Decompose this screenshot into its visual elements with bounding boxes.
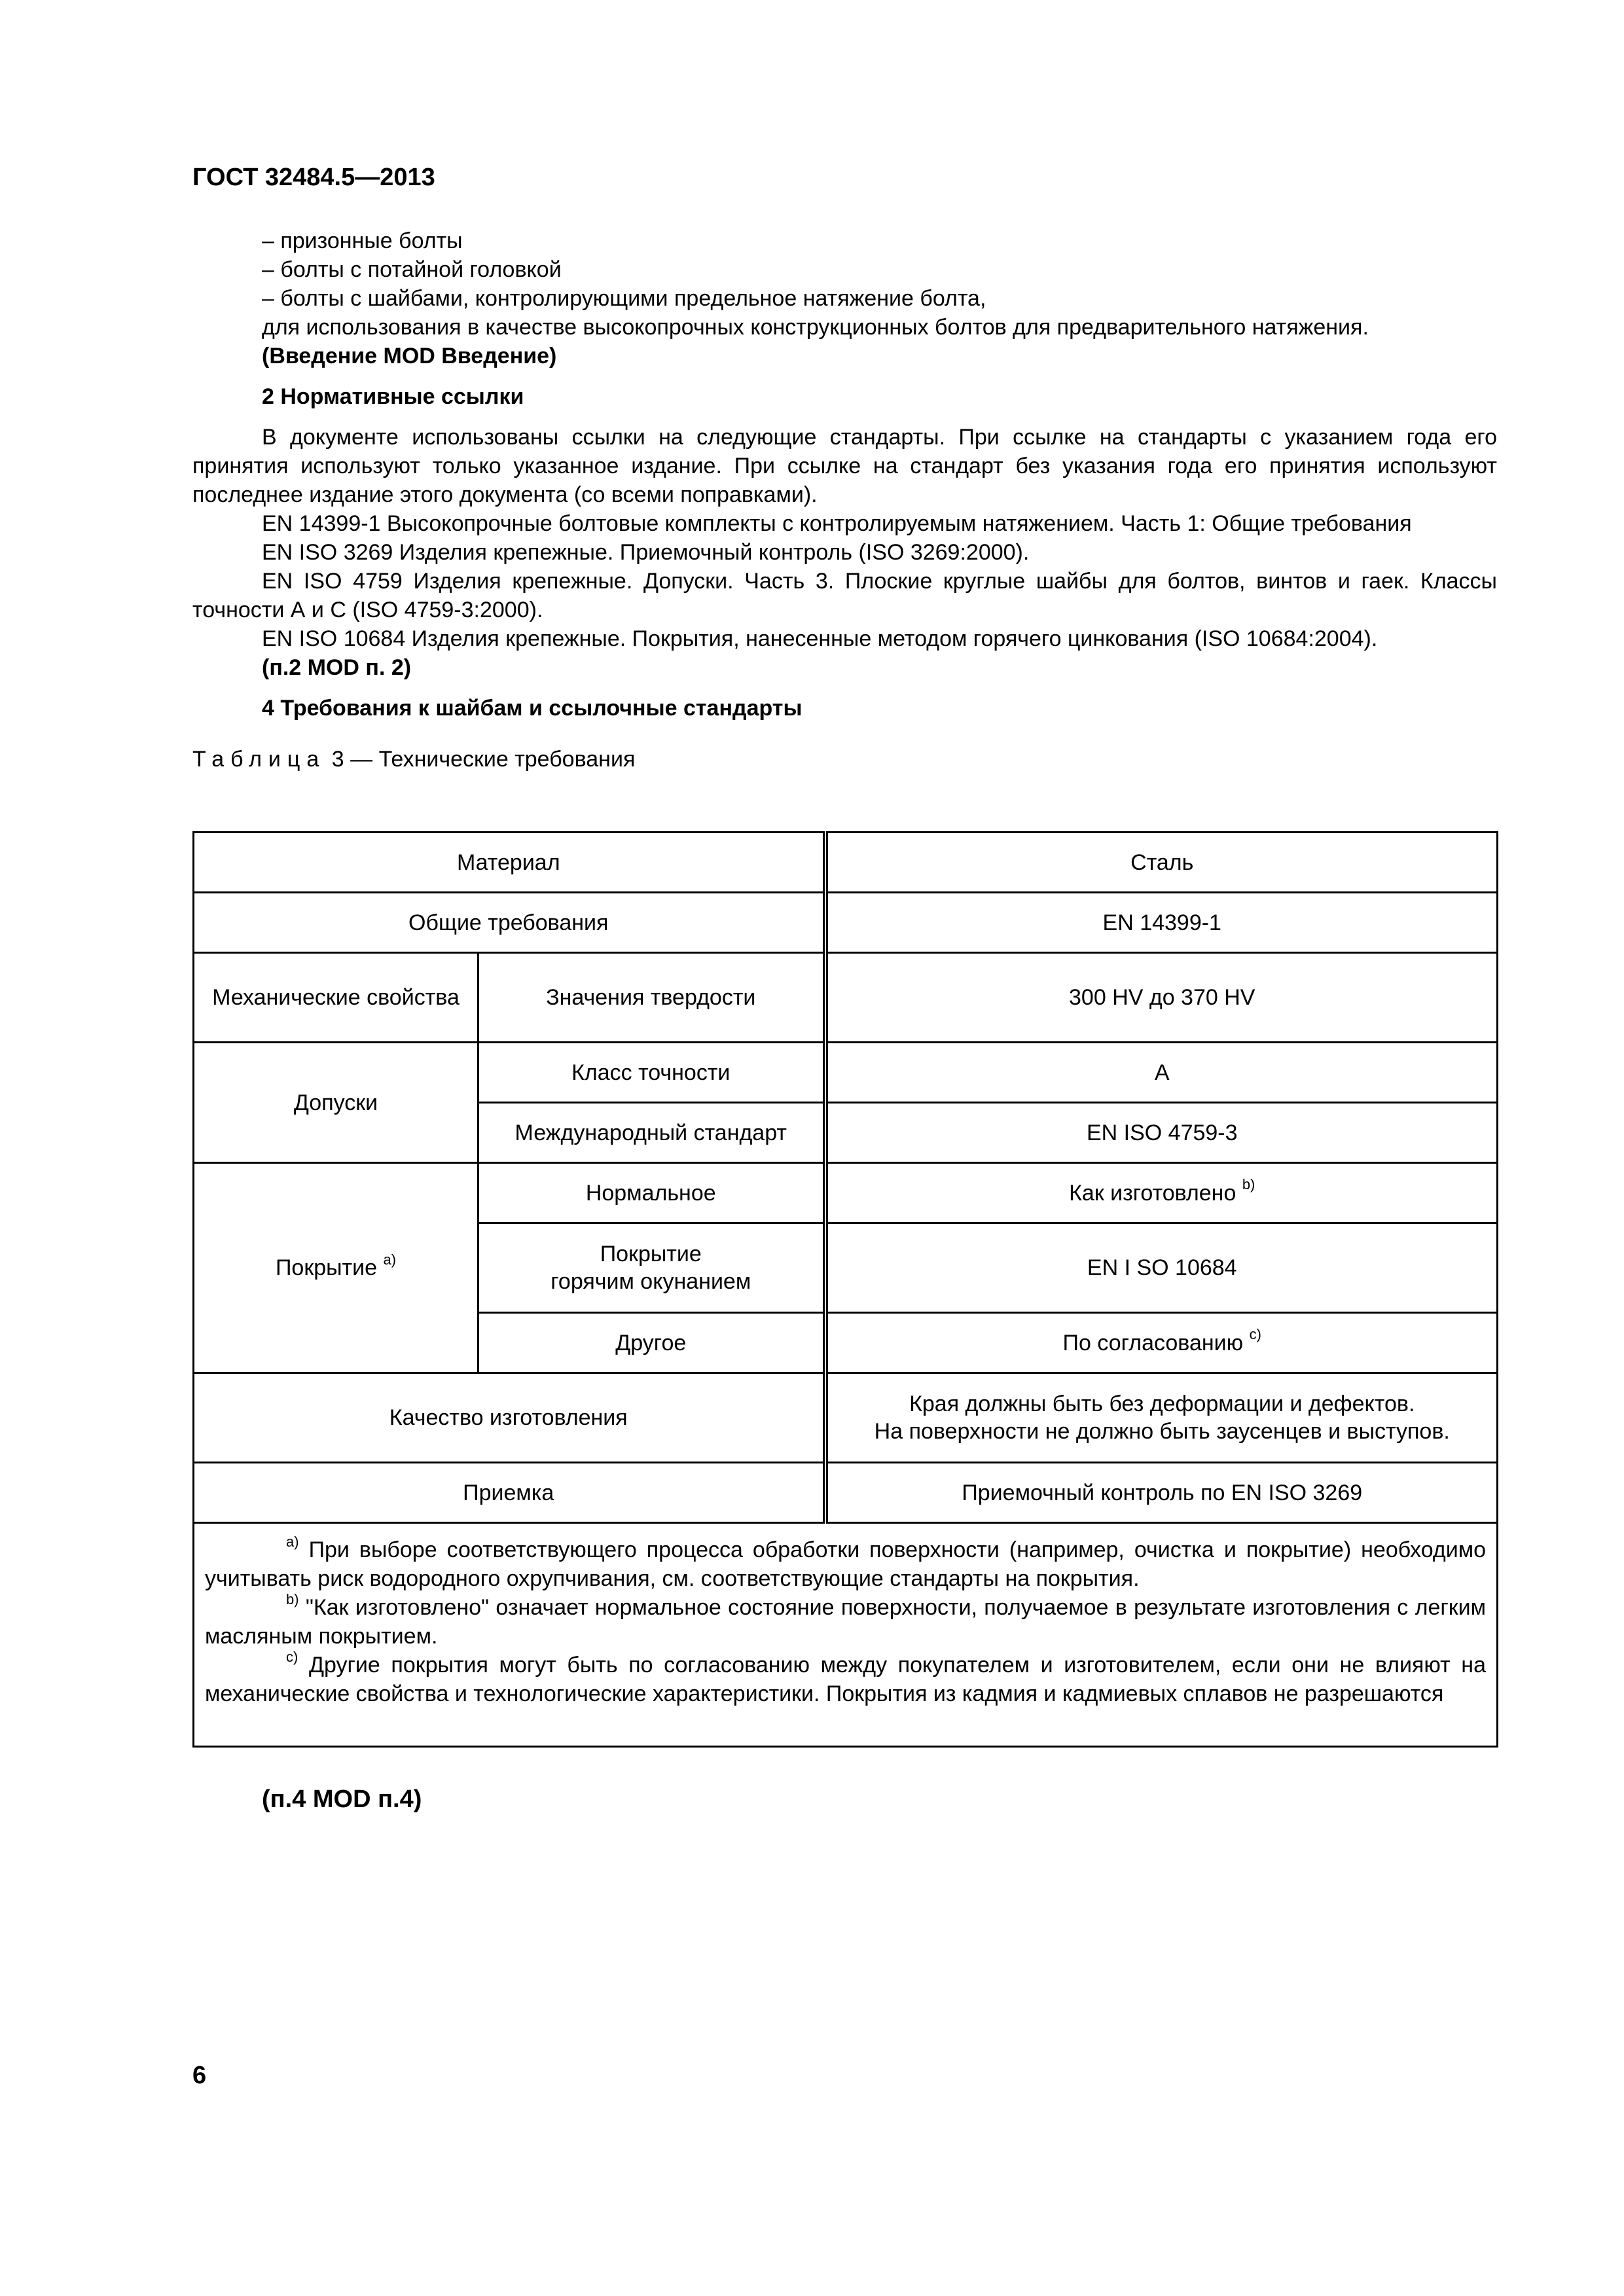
other-coating-value xyxy=(825,1313,1498,1373)
coating-label xyxy=(194,1163,478,1373)
footnote-mark: b) xyxy=(286,1590,299,1607)
section-4-heading: 4 Требования к шайбам и ссылочные стандарты xyxy=(262,696,803,721)
table-row xyxy=(194,953,1498,1043)
normal-coating-value-text: Как изготовлено xyxy=(1069,1180,1236,1206)
requirements-table xyxy=(192,831,1498,1748)
page-number: 6 xyxy=(192,2062,207,2089)
section-2-paragraph: В документе использованы ссылки на следующие стандарты. При ссылке на стандарты с указанием года его принятия используют только указанное издание. При ссылке на стандарт без указания года его принятия используют последнее издание этого документа (со всеми поправками). xyxy=(192,425,1497,507)
table-row xyxy=(194,1523,1498,1747)
reference-item: EN ISO 10684 Изделия крепежные. Покрытия, нанесенные методом горячего цинкования (ISO 10684:2004). xyxy=(262,626,1378,651)
footnote-text: "Как изготовлено" означает нормальное состояние поверхности, получаемое в результате изготовления с легким масляным покрытием. xyxy=(205,1595,1486,1649)
footnote-mark: b) xyxy=(1242,1176,1255,1193)
acceptance-value: Приемочный контроль по EN ISO 3269 xyxy=(825,1463,1498,1523)
table-caption-prefix: Таблица xyxy=(192,747,326,772)
accuracy-class-value: A xyxy=(825,1043,1498,1103)
workmanship-quality-line: На поверхности не должно быть заусенцев и выступов. xyxy=(874,1419,1450,1444)
section-4-mod-note: (п.4 MOD п.4) xyxy=(262,1785,422,1813)
hardness-label: Значения твердости xyxy=(478,953,825,1043)
hardness-value: 300 HV до 370 HV xyxy=(825,953,1498,1043)
general-requirements-value: EN 14399-1 xyxy=(825,893,1498,953)
list-item: – призонные болты xyxy=(262,228,463,253)
footnote-mark: c) xyxy=(1249,1326,1261,1343)
normal-coating-label: Нормальное xyxy=(478,1163,825,1223)
usage-line: для использования в качестве высокопрочных конструкционных болтов для предварительного натяжения. xyxy=(262,315,1369,340)
table-row xyxy=(194,833,1498,893)
accuracy-class-label: Класс точности xyxy=(478,1043,825,1103)
hot-dip-coating-value: EN I SO 10684 xyxy=(825,1223,1498,1313)
international-standard-value: EN ISO 4759-3 xyxy=(825,1103,1498,1163)
reference-item: EN 14399-1 Высокопрочные болтовые комплекты с контролируемым натяжением. Часть 1: Общие требования xyxy=(262,511,1412,536)
coating-label-text: Покрытие xyxy=(275,1255,378,1280)
table-row xyxy=(194,1463,1498,1523)
intro-mod-note: (Введение MOD Введение) xyxy=(262,344,557,368)
table-caption xyxy=(192,745,1497,774)
table-footnotes xyxy=(194,1523,1498,1747)
table-caption-title: 3 — Технические требования xyxy=(331,747,636,772)
tolerances-label: Допуски xyxy=(194,1043,478,1163)
hot-dip-coating-label-line: Покрытие xyxy=(600,1242,702,1266)
footnote-text: Другие покрытия могут быть по согласованию между покупателем и изготовителем, если они не влияют на механические свойства и технологические характеристики. Покрытия из кадмия и кадмиевых сплавов не разрешаются xyxy=(205,1653,1486,1706)
footnote xyxy=(205,1648,1486,1708)
workmanship-quality-label: Качество изготовления xyxy=(194,1373,825,1463)
other-coating-label: Другое xyxy=(478,1313,825,1373)
material-value: Сталь xyxy=(825,833,1498,893)
normal-coating-value xyxy=(825,1163,1498,1223)
table-row xyxy=(194,1163,1498,1223)
material-label: Материал xyxy=(194,833,825,893)
other-coating-value-text: По согласованию xyxy=(1062,1330,1244,1355)
workmanship-quality-line: Края должны быть без деформации и дефектов. xyxy=(909,1391,1415,1416)
table-row xyxy=(194,893,1498,953)
footnote-mark: c) xyxy=(286,1648,298,1665)
general-requirements-label: Общие требования xyxy=(194,893,825,953)
footnote-mark: a) xyxy=(286,1533,299,1550)
document-body xyxy=(192,226,1497,774)
table-row xyxy=(194,1373,1498,1463)
reference-item: EN ISO 4759 Изделия крепежные. Допуски. Часть 3. Плоские круглые шайбы для болтов, винтов и гаек. Классы точности А и С (ISO 4759-3:2000). xyxy=(192,569,1497,622)
table-row xyxy=(194,1043,1498,1103)
footnote-mark: a) xyxy=(383,1251,397,1268)
section-2-mod-note: (п.2 MOD п. 2) xyxy=(262,655,412,680)
document-number: ГОСТ 32484.5—2013 xyxy=(192,164,435,191)
workmanship-quality-value xyxy=(825,1373,1498,1463)
list-item: – болты с шайбами, контролирующими предельное натяжение болта, xyxy=(262,286,986,311)
section-2-heading: 2 Нормативные ссылки xyxy=(262,384,524,409)
acceptance-label: Приемка xyxy=(194,1463,825,1523)
hot-dip-coating-label-line: горячим окунанием xyxy=(550,1269,751,1294)
footnote xyxy=(205,1535,1486,1593)
footnote xyxy=(205,1590,1486,1651)
reference-item: EN ISO 3269 Изделия крепежные. Приемочный контроль (ISO 3269:2000). xyxy=(262,540,1030,565)
international-standard-label: Международный стандарт xyxy=(478,1103,825,1163)
mechanical-properties-label: Механические свойства xyxy=(194,953,478,1043)
list-item: – болты с потайной головкой xyxy=(262,257,562,282)
hot-dip-coating-label xyxy=(478,1223,825,1313)
footnote-text: При выборе соответствующего процесса обработки поверхности (например, очистка и покрытие) необходимо учитывать риск водородного охрупчивания, см. соответствующие стандарты на покрытия. xyxy=(205,1537,1486,1591)
